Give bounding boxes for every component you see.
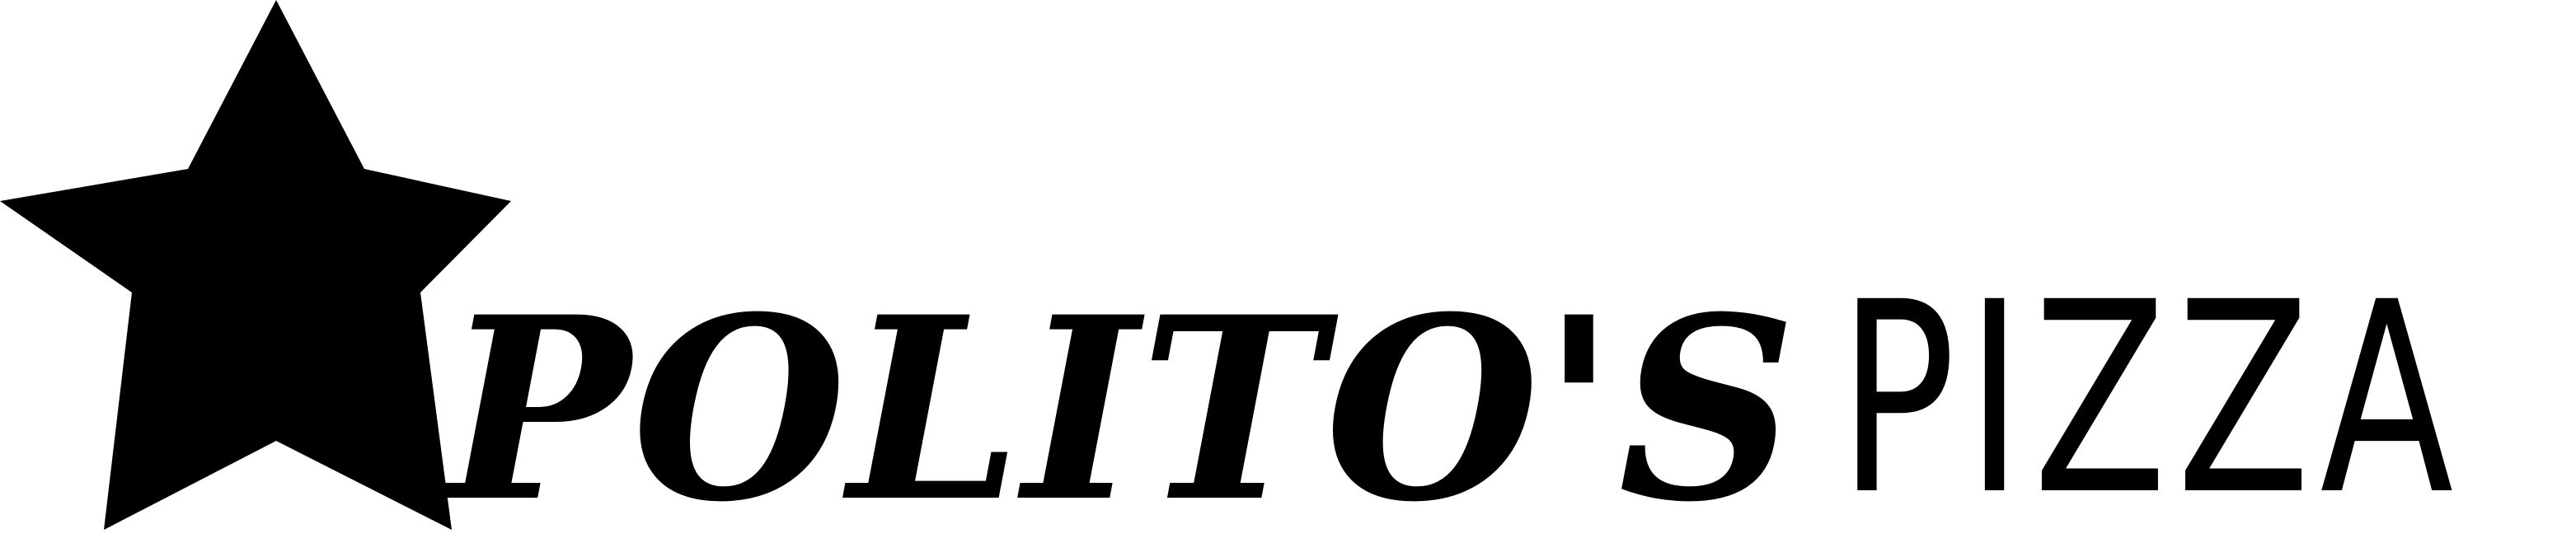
brand-name: POLITO'S: [445, 262, 1798, 557]
star-icon: [0, 0, 511, 530]
brand-descriptor: PIZZA: [1838, 246, 2464, 553]
